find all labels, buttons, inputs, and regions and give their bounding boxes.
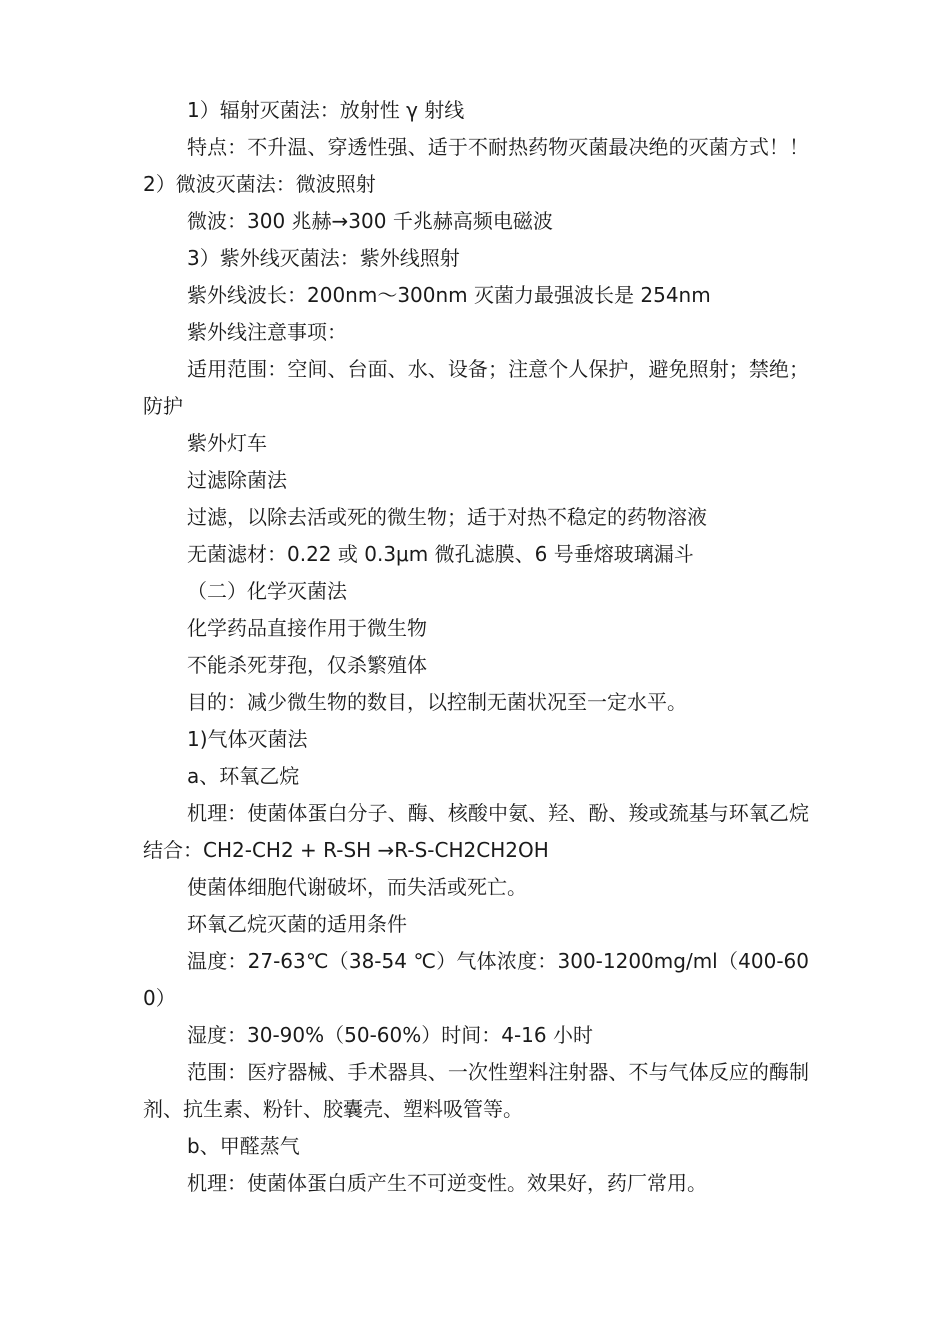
paragraph-filtration: 过滤除菌法 [187,468,287,492]
paragraph-filtration-desc: 过滤，以除去活或死的微生物；适于对热不稳定的药物溶液 [187,505,707,529]
paragraph-uv-notes: 紫外线注意事项： [187,320,347,344]
paragraph-uv-scope: 适用范围：空间、台面、水、设备；注意个人保护，避免照射；禁绝；防护 [143,357,809,418]
paragraph-uv-sterilization: 3）紫外线灭菌法：紫外线照射 [187,246,460,270]
paragraph-filter-media: 无菌滤材：0.22 或 0.3μm 微孔滤膜、6 号垂熔玻璃漏斗 [187,542,694,566]
paragraph-eo-humidity: 湿度：30-90%（50-60%）时间：4-16 小时 [187,1023,593,1047]
paragraph-spores: 不能杀死芽孢，仅杀繁殖体 [187,653,427,677]
paragraph-eo-scope: 范围：医疗器械、手术器具、一次性塑料注射器、不与气体反应的酶制剂、抗生素、粉针、胶囊壳、塑料吸管等。 [143,1060,809,1121]
paragraph-eo-temperature: 温度：27-63℃（38-54 ℃）气体浓度：300-1200mg/ml（400-600） [143,949,809,1010]
paragraph-uv-lamp-cart: 紫外灯车 [187,431,267,455]
paragraph-eo-effect: 使菌体细胞代谢破坏，而失活或死亡。 [187,875,527,899]
paragraph-chemical-sterilization: （二）化学灭菌法 [187,579,347,603]
paragraph-eo-mechanism: 机理：使菌体蛋白分子、酶、核酸中氨、羟、酚、羧或巯基与环氧乙烷结合：CH2-CH2 + R-SH →R-S-CH2CH2OH [143,801,809,862]
paragraph-ethylene-oxide: a、环氧乙烷 [187,764,300,788]
paragraph-formaldehyde: b、甲醛蒸气 [187,1134,300,1158]
paragraph-microwave: 微波：300 兆赫→300 千兆赫高频电磁波 [187,209,553,233]
paragraph-gas-sterilization: 1)气体灭菌法 [187,727,308,751]
paragraph-radiation-sterilization: 1）辐射灭菌法：放射性 γ 射线 [187,98,465,122]
paragraph-chemical-action: 化学药品直接作用于微生物 [187,616,427,640]
paragraph-purpose: 目的：减少微生物的数目，以控制无菌状况至一定水平。 [187,690,687,714]
paragraph-radiation-features: 特点：不升温、穿透性强、适于不耐热药物灭菌最决绝的灭菌方式！！2）微波灭菌法：微波照射 [143,135,809,196]
paragraph-formaldehyde-mechanism: 机理：使菌体蛋白质产生不可逆变性。效果好，药厂常用。 [187,1171,707,1195]
paragraph-uv-wavelength: 紫外线波长：200nm～300nm 灭菌力最强波长是 254nm [187,283,711,307]
paragraph-eo-conditions: 环氧乙烷灭菌的适用条件 [187,912,407,936]
document-page [143,92,809,1202]
